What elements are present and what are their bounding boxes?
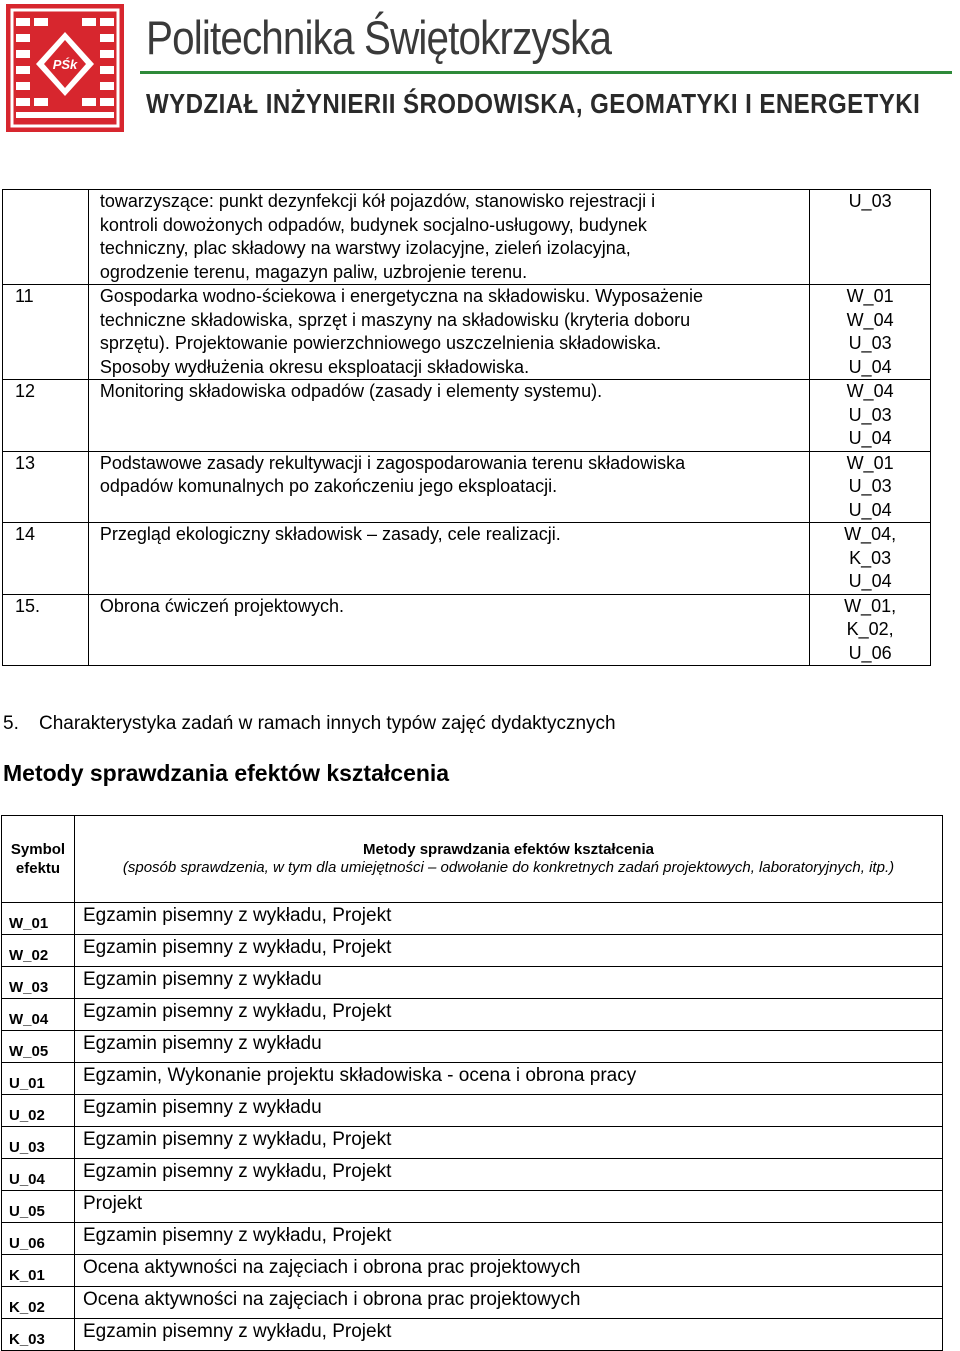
method-row xyxy=(2,967,943,999)
methods-title: Metody sprawdzania efektów kształcenia xyxy=(3,760,450,786)
method-description: Egzamin pisemny z wykładu, Projekt xyxy=(75,999,943,1031)
method-description: Ocena aktywności na zajęciach i obrona prac projektowych xyxy=(75,1255,943,1287)
topic-text xyxy=(88,451,809,523)
topic-effects xyxy=(810,285,931,380)
header-symbol xyxy=(2,816,75,903)
method-symbol: W_04 xyxy=(2,999,75,1031)
topic-effects xyxy=(810,451,931,523)
topic-effects xyxy=(810,594,931,666)
method-description: Ocena aktywności na zajęciach i obrona prac projektowych xyxy=(75,1287,943,1319)
section-5-number: 5. xyxy=(3,713,19,734)
method-symbol: W_01 xyxy=(2,903,75,935)
topic-effects xyxy=(810,523,931,595)
effect-code: U_06 xyxy=(848,642,892,663)
method-row xyxy=(2,1095,943,1127)
faculty-name: WYDZIAŁ INŻYNIERII ŚRODOWISKA, GEOMATYKI I ENERGETYKI xyxy=(146,88,921,119)
method-row xyxy=(2,1031,943,1063)
method-description: Egzamin, Wykonanie projektu składowiska - ocena i obrona pracy xyxy=(75,1063,943,1095)
topic-text-line: Monitoring składowiska odpadów (zasady i elementy systemu). xyxy=(99,381,603,401)
topic-number: 12 xyxy=(3,380,89,452)
method-row xyxy=(2,903,943,935)
method-description: Egzamin pisemny z wykładu, Projekt xyxy=(75,903,943,935)
method-row xyxy=(2,1223,943,1255)
method-row xyxy=(2,1063,943,1095)
method-symbol: U_05 xyxy=(2,1191,75,1223)
topic-text xyxy=(88,190,809,285)
method-symbol: K_03 xyxy=(2,1319,75,1351)
method-symbol: W_05 xyxy=(2,1031,75,1063)
method-description: Egzamin pisemny z wykładu, Projekt xyxy=(75,935,943,967)
topic-text-line: sprzętu). Projektowanie powierzchniowego uszczelnienia składowiska. xyxy=(99,333,662,353)
university-name: Politechnika Świętokrzyska xyxy=(146,11,612,64)
method-description: Egzamin pisemny z wykładu xyxy=(75,967,943,999)
logo-text: PŚk xyxy=(52,57,78,72)
topic-text-line: Obrona ćwiczeń projektowych. xyxy=(99,595,344,616)
method-row xyxy=(2,1159,943,1191)
method-description: Egzamin pisemny z wykładu, Projekt xyxy=(75,1319,943,1351)
method-symbol: U_06 xyxy=(2,1223,75,1255)
effect-code: U_03 xyxy=(848,333,892,353)
methods-header-row xyxy=(2,816,943,903)
method-symbol: U_04 xyxy=(2,1159,75,1191)
method-description: Projekt xyxy=(75,1191,943,1223)
topic-text-line: techniczny, plac składowy na warstwy izolacyjne, zieleń izolacyjna, xyxy=(99,238,631,258)
method-description: Egzamin pisemny z wykładu xyxy=(75,1031,943,1063)
topic-number xyxy=(3,190,89,285)
header-divider xyxy=(140,71,952,74)
effect-code: U_04 xyxy=(848,356,892,377)
effect-code: U_04 xyxy=(848,499,892,520)
topic-row xyxy=(3,285,931,380)
effect-code: W_01, xyxy=(844,595,897,616)
topic-text-line: kontroli dowożonych odpadów, budynek socjalno-usługowy, budynek xyxy=(99,214,647,235)
topic-text xyxy=(88,380,809,452)
method-symbol: W_03 xyxy=(2,967,75,999)
method-row xyxy=(2,1255,943,1287)
method-symbol: W_02 xyxy=(2,935,75,967)
effect-code: U_03 xyxy=(848,476,892,496)
topic-number: 14 xyxy=(3,523,89,595)
topic-row xyxy=(3,380,931,452)
topic-text-line: Podstawowe zasady rekultywacji i zagospodarowania terenu składowiska xyxy=(99,452,686,473)
effect-code: W_04 xyxy=(846,381,894,401)
effect-code: K_02, xyxy=(846,619,894,639)
header-description xyxy=(75,816,943,903)
topic-effects xyxy=(810,380,931,452)
section-5-text: Charakterystyka zadań w ramach innych typów zajęć dydaktycznych xyxy=(39,713,616,734)
topic-text-line: ogrodzenie terenu, magazyn paliw, uzbrojenie terenu. xyxy=(99,261,528,282)
effect-code: U_04 xyxy=(848,428,892,448)
effect-code: U_04 xyxy=(848,571,892,591)
method-description: Egzamin pisemny z wykładu, Projekt xyxy=(75,1159,943,1191)
topic-text xyxy=(88,594,809,666)
header-symbol-line1: Symbol xyxy=(10,841,66,858)
header-desc-title: Metody sprawdzania efektów kształcenia xyxy=(363,841,654,858)
topic-row xyxy=(3,190,931,285)
method-symbol: U_03 xyxy=(2,1127,75,1159)
header-desc-note: (sposób sprawdzenia, w tym dla umiejętności – odwołanie do konkretnych zadań projektowych, laboratoryjnych, itp.) xyxy=(122,859,895,876)
method-row xyxy=(2,1287,943,1319)
method-symbol: U_02 xyxy=(2,1095,75,1127)
header-symbol-line2: efektu xyxy=(15,860,61,877)
effect-code: W_04 xyxy=(846,309,894,330)
effect-code: U_03 xyxy=(848,404,892,425)
effect-code: U_03 xyxy=(848,191,892,211)
topic-text-line: towarzyszące: punkt dezynfekcji kół pojazdów, stanowisko rejestracji i xyxy=(99,191,656,211)
method-description: Egzamin pisemny z wykładu, Projekt xyxy=(75,1223,943,1255)
topic-text-line: odpadów komunalnych po zakończeniu jego eksploatacji. xyxy=(99,476,558,496)
method-description: Egzamin pisemny z wykładu, Projekt xyxy=(75,1127,943,1159)
effect-code: K_03 xyxy=(849,547,892,568)
method-description: Egzamin pisemny z wykładu xyxy=(75,1095,943,1127)
topic-number: 13 xyxy=(3,451,89,523)
effect-code: W_01 xyxy=(846,286,894,306)
topic-text-line: Przegląd ekologiczny składowisk – zasady, cele realizacji. xyxy=(99,524,561,544)
method-row xyxy=(2,1319,943,1351)
topic-text-line: Sposoby wydłużenia okresu eksploatacji składowiska. xyxy=(99,356,530,377)
topic-effects xyxy=(810,190,931,285)
topics-table xyxy=(2,189,931,666)
method-row xyxy=(2,1127,943,1159)
topic-row xyxy=(3,523,931,595)
method-symbol: U_01 xyxy=(2,1063,75,1095)
topic-text xyxy=(88,285,809,380)
method-symbol: K_02 xyxy=(2,1287,75,1319)
methods-table xyxy=(1,815,943,1351)
effect-code: W_04, xyxy=(844,524,897,544)
topic-number: 15. xyxy=(3,594,89,666)
method-row xyxy=(2,935,943,967)
method-row xyxy=(2,999,943,1031)
effect-code: W_01 xyxy=(846,452,894,473)
topic-row xyxy=(3,594,931,666)
topic-text xyxy=(88,523,809,595)
topic-text-line: Gospodarka wodno-ściekowa i energetyczna na składowisku. Wyposażenie xyxy=(99,286,704,306)
topic-text-line: techniczne składowiska, sprzęt i maszyny na składowisku (kryteria doboru xyxy=(99,309,691,330)
section-5-heading xyxy=(3,713,616,735)
method-symbol: K_01 xyxy=(2,1255,75,1287)
method-row xyxy=(2,1191,943,1223)
topic-row xyxy=(3,451,931,523)
topic-number: 11 xyxy=(3,285,89,380)
